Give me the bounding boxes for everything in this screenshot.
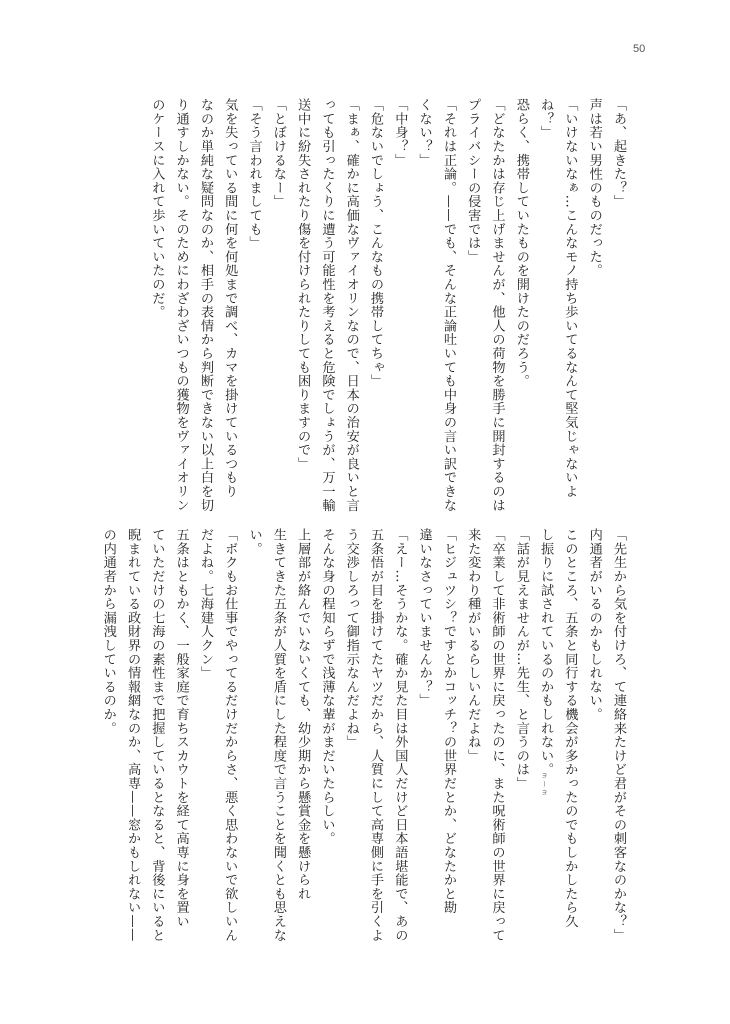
furigana-annotation: ヨーヨ (540, 772, 548, 798)
text-line: 「話が見えませんが…先生、と言うのは」 (513, 528, 529, 791)
text-line: 五条悟が目を掛けてたヤツだから、人質にして高専側に手を引くよ (368, 528, 384, 942)
text-line: 「そう言われましても」 (246, 98, 262, 250)
text-line: 「中身？」 (392, 98, 408, 167)
text-line: だよね。七海建人クン」 (197, 528, 213, 680)
text-line: 生きてきた五条が人質を盾にした程度で言うことを聞くとも思えな (270, 528, 286, 942)
text-line: 「ヒジュツシ？ですとかコッチ？の世界だとか、どなたかと勘 (440, 528, 456, 915)
text-line: っても引ったくりに遭う可能性を考えると危険でしょうが、万一輸 (319, 98, 335, 512)
text-line: ていただけの七海の素性まで把握しているとなると、背後にいると (149, 528, 165, 942)
text-line: のケースに入れて歩いていたのだ。 (149, 98, 165, 319)
text-line: 恐らく、携帯していたものを開けたのだろう。 (513, 98, 529, 388)
text-line: 「卒業して非術師の世界に戻ったのに、また呪術師の世界に戻って (489, 528, 505, 942)
text-line: 「いけないなぁ…こんなモノ持ち歩いてるなんて堅気じゃないよ (562, 98, 578, 499)
text-line: 「えー…そうかな。確か見た目は外国人だけど日本語堪能で、あの (392, 528, 408, 942)
text-line: プライバシーの侵害では」 (465, 98, 481, 264)
text-line: い。 (246, 528, 262, 556)
text-line: 「どなたかは存じ上げませんが、他人の荷物を勝手に開封するのは (489, 98, 505, 512)
text-line: 「まぁ、確かに高価なヴァイオリンなので、日本の治安が良いと言 (343, 98, 359, 512)
text-line: このところ、五条と同行する機会が多かったのでもしかしたら久 (562, 528, 578, 929)
text-line: 声は若い男性のものだった。 (586, 98, 602, 278)
page-number: 50 (633, 43, 646, 55)
text-line: 「それは正論。——でも、そんな正論吐いても中身の言い訳できな (440, 98, 456, 512)
text-line: り通すしかない。そのためにわざわざいつもの獲物をヴァイオリン (173, 98, 189, 512)
text-line: 内通者がいるのかもしれない。 (586, 528, 602, 722)
text-line: 送中に紛失されたり傷を付けられたりしても困りますので」 (295, 98, 311, 471)
text-line: くない？」 (416, 98, 432, 167)
text-line: 上層部が絡んでいないくても、幼少期から懸賞金を懸けられ (295, 528, 311, 901)
text-line: し振りに試されているのかもしれない。 (538, 528, 554, 777)
text-line: 「危ないでしょう、こんなもの携帯してちゃ」 (368, 98, 384, 388)
text-line: 違いなさっていませんか？」 (416, 528, 432, 708)
upper-text-block (110, 98, 630, 512)
text-line: 五条はともかく、一般家庭で育ちスカウトを経て高専に身を置い (173, 528, 189, 929)
lower-text-block (100, 528, 630, 948)
text-line: う交渉しろって御指示なんだよね」 (343, 528, 359, 749)
text-line: なのか単純な疑問なのか、相手の表情から判断できない以上白を切 (197, 98, 213, 512)
text-line: 「ボクもお仕事でやってるだけだからさ、悪く思わないで欲しいん (222, 528, 238, 942)
text-line: 来た変わり種がいるらしいんだよね」 (465, 528, 481, 763)
text-line: の内通者から漏洩しているのか。 (100, 528, 116, 735)
text-line: 「あ、起きた？」 (611, 98, 626, 209)
text-line: 睨まれている政財界の情報網なのか、高専——窓かもしれない—— (125, 528, 141, 942)
text-line: ね？」 (538, 98, 554, 140)
text-line: 「先生から気を付けろ、て連絡来たけど君がその刺客なのかな？」 (611, 528, 626, 942)
text-line: 「とぼけるなー」 (270, 98, 286, 209)
text-line: 気を失っている間に何を何処まで調べ、カマを掛けているつもり (222, 98, 238, 499)
text-line: そんな身の程知らずで浅薄な輩がまだいたらしい。 (319, 528, 335, 846)
